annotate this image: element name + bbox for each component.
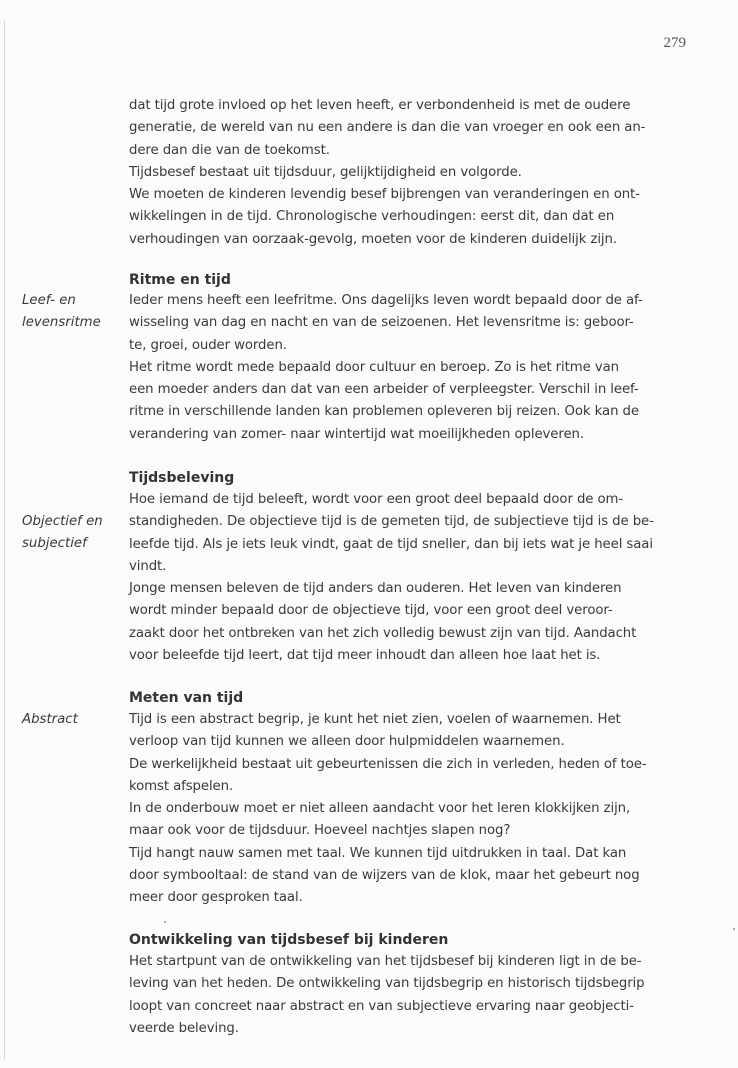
section-heading-ritme: Ritme en tijd	[129, 272, 231, 288]
text-line: wikkelingen in de tijd. Chronologische verhoudingen: eerst dit, dan dat en	[129, 209, 615, 225]
text-line: generatie, de wereld van nu een andere is dan die van vroeger en ook een an-	[129, 120, 646, 136]
section-heading-ontwikkeling: Ontwikkeling van tijdsbesef bij kinderen	[129, 932, 449, 948]
text-line: zaakt door het ontbreken van het zich volledig bewust zijn van tijd. Aandacht	[129, 625, 637, 641]
text-line: We moeten de kinderen levendig besef bijbrengen van veranderingen en ont-	[129, 187, 640, 203]
text-line: Tijdsbesef bestaat uit tijdsduur, gelijktijdigheid en volgorde.	[129, 164, 522, 180]
text-line: verandering van zomer- naar wintertijd wat moeilijkheden opleveren.	[129, 426, 584, 442]
text-line: een moeder anders dan dat van een arbeider of verpleegster. Verschil in leef-	[129, 382, 639, 398]
text-line: standigheden. De objectieve tijd is de gemeten tijd, de subjectieve tijd is de be-	[129, 514, 654, 530]
section-body-ontwikkeling	[129, 951, 689, 1040]
text-line: verhoudingen van oorzaak-gevolg, moeten voor de kinderen duidelijk zijn.	[129, 231, 617, 247]
text-line: leving van het heden. De ontwikkeling van tijdsbegrip en historisch tijdsbegrip	[129, 976, 645, 992]
text-line: loopt van concreet naar abstract en van subjectieve ervaring naar geobjecti-	[129, 998, 634, 1014]
section-heading-meten: Meten van tijd	[129, 690, 244, 706]
section-body-ritme	[129, 290, 689, 446]
margin-note-line: Abstract	[22, 712, 78, 727]
text-line: ritme in verschillende landen kan problemen opleveren bij reizen. Ook kan de	[129, 404, 639, 420]
text-line: meer door gesproken taal.	[129, 890, 303, 906]
text-line: voor beleefde tijd leert, dat tijd meer inhoudt dan alleen hoe laat het is.	[129, 648, 601, 664]
margin-note-leefritme	[22, 290, 122, 335]
text-line: Het ritme wordt mede bepaald door cultuur en beroep. Zo is het ritme van	[129, 359, 619, 375]
text-line: veerde beleving.	[129, 1020, 239, 1036]
section-body-tijdsbeleving	[129, 489, 689, 667]
text-line: leefde tijd. Als je iets leuk vindt, gaat de tijd sneller, dan bij iets wat je heel saai	[129, 536, 653, 552]
margin-note-line: levensritme	[22, 315, 101, 331]
scan-speck	[733, 928, 735, 930]
text-line: Het startpunt van de ontwikkeling van het tijdsbesef bij kinderen ligt in de be-	[129, 954, 642, 969]
section-heading-tijdsbeleving: Tijdsbeleving	[129, 470, 235, 486]
text-line: In de onderbouw moet er niet alleen aandacht voor het leren klokkijken zijn,	[129, 801, 631, 817]
scan-speck	[164, 921, 166, 923]
text-line: wisseling van dag en nacht en van de seizoenen. Het levensritme is: geboor-	[129, 315, 634, 331]
intro-paragraph	[129, 95, 689, 251]
margin-note-abstract	[22, 709, 122, 731]
page-number: 279	[663, 35, 686, 51]
text-line: wordt minder bepaald door de objectieve tijd, voor een groot deel veroor-	[129, 603, 613, 619]
page-edge-rule	[4, 20, 5, 1060]
text-line: dat tijd grote invloed op het leven heeft, er verbondenheid is met de oudere	[129, 98, 631, 113]
text-line: Ieder mens heeft een leefritme. Ons dagelijks leven wordt bepaald door de af-	[129, 293, 643, 308]
text-line: door symbooltaal: de stand van de wijzers van de klok, maar het gebeurt nog	[129, 868, 640, 884]
text-line: te, groei, ouder worden.	[129, 337, 287, 353]
section-body-meten	[129, 709, 689, 910]
text-line: Hoe iemand de tijd beleeft, wordt voor een groot deel bepaald door de om-	[129, 492, 624, 507]
text-line: komst afspelen.	[129, 778, 234, 794]
text-line: dere dan die van de toekomst.	[129, 142, 330, 158]
text-line: Tijd is een abstract begrip, je kunt het niet zien, voelen of waarnemen. Het	[129, 712, 621, 727]
text-line: Jonge mensen beleven de tijd anders dan ouderen. Het leven van kinderen	[129, 581, 622, 597]
text-line: maar ook voor de tijdsduur. Hoeveel nachtjes slapen nog?	[129, 823, 511, 839]
text-line: De werkelijkheid bestaat uit gebeurtenissen die zich in verleden, heden of toe-	[129, 756, 647, 772]
margin-note-line: Objectief en	[22, 514, 103, 529]
text-line: vindt.	[129, 558, 167, 574]
text-line: verloop van tijd kunnen we alleen door hulpmiddelen waarnemen.	[129, 734, 565, 750]
margin-note-line: Leef- en	[22, 293, 76, 308]
text-line: Tijd hangt nauw samen met taal. We kunnen tijd uitdrukken in taal. Dat kan	[129, 845, 627, 861]
margin-note-line: subjectief	[22, 536, 87, 552]
margin-note-objectief	[22, 511, 122, 556]
